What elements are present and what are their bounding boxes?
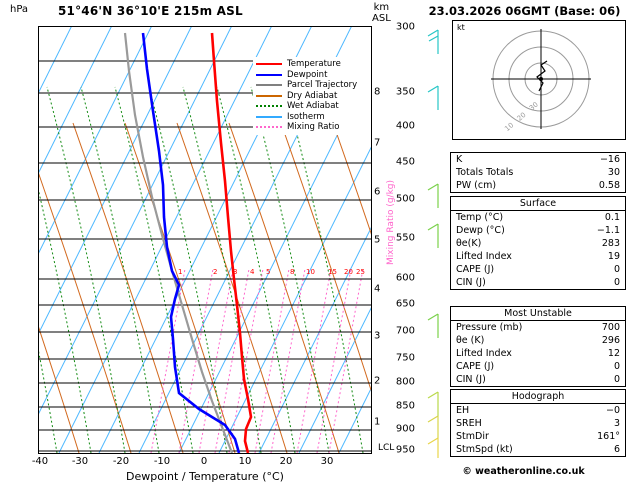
ytick-800: 800 (395, 376, 415, 388)
temperature-line (212, 33, 251, 453)
rtick-5km: 5 (374, 234, 381, 246)
table-row (451, 347, 625, 360)
row-value: 700 (601, 322, 620, 333)
row-label: θe (K) (456, 335, 485, 346)
legend-item-wet-adiabat (256, 101, 372, 112)
wet-adiabat-lines (39, 87, 363, 453)
legend-swatch-dry-adiabat (256, 95, 282, 97)
row-value: −1.1 (596, 225, 620, 236)
row-label: θe(K) (456, 238, 482, 249)
station-title: 51°46'N 36°10'E 215m ASL (58, 4, 243, 18)
legend-label-parcel: Parcel Trajectory (287, 80, 358, 90)
ytick-350: 350 (395, 86, 415, 98)
ytick-450: 450 (395, 156, 415, 168)
rtick-4km: 4 (374, 283, 381, 295)
hodograph-svg (453, 21, 623, 137)
table-row (451, 373, 625, 386)
table-row (451, 153, 625, 166)
legend-swatch-mixing-ratio (256, 126, 282, 128)
legend-label-wet-adiabat: Wet Adiabat (287, 101, 339, 111)
dry-adiabat-lines (39, 123, 371, 453)
row-value: 6 (613, 444, 620, 455)
row-label: Totals Totals (456, 167, 514, 178)
row-value: 0 (613, 277, 620, 288)
table-row (451, 250, 625, 263)
row-label: EH (456, 405, 470, 416)
dewpoint-line (143, 33, 239, 453)
ytick-600: 600 (395, 272, 415, 284)
legend-item-dewpoint (256, 70, 372, 81)
ytick-650: 650 (395, 298, 415, 310)
row-value: 0 (613, 361, 620, 372)
hodograph-box (452, 20, 626, 140)
most-unstable-header: Most Unstable (451, 307, 625, 321)
hodograph-unit-label: kt (457, 23, 465, 32)
svg-text:1: 1 (178, 268, 183, 276)
ytick-550: 550 (395, 232, 415, 244)
row-label: CAPE (J) (456, 361, 495, 372)
row-value: 161° (597, 431, 620, 442)
legend-label-temperature: Temperature (287, 59, 341, 69)
row-label: Pressure (mb) (456, 322, 523, 333)
table-row (451, 321, 625, 334)
lcl-label: LCL (378, 443, 395, 453)
credit-text: © weatheronline.co.uk (462, 466, 585, 477)
rtick-1km: 1 (374, 416, 381, 428)
svg-text:20: 20 (515, 110, 528, 123)
svg-text:25: 25 (356, 268, 365, 276)
svg-text:20: 20 (344, 268, 353, 276)
legend-swatch-parcel (256, 84, 282, 86)
legend-item-dry-adiabat (256, 91, 372, 102)
table-row (451, 443, 625, 456)
row-label: CAPE (J) (456, 264, 495, 275)
table-row (451, 417, 625, 430)
svg-text:2: 2 (213, 268, 218, 276)
legend-label-dry-adiabat: Dry Adiabat (287, 90, 338, 101)
row-value: 0.58 (598, 180, 620, 191)
rtick-7km: 7 (374, 137, 381, 149)
legend-swatch-dewpoint (256, 74, 282, 76)
row-label: Lifted Index (456, 348, 512, 359)
rtick-2km: 2 (374, 375, 381, 387)
row-label: CIN (J) (456, 277, 486, 288)
row-value: −16 (599, 154, 620, 165)
row-label: StmDir (456, 431, 489, 442)
info-panel (418, 0, 629, 486)
xtick--30: -30 (71, 456, 89, 467)
wind-barb-column (418, 24, 452, 464)
most-unstable-table (450, 306, 626, 387)
ytick-850: 850 (395, 400, 415, 412)
svg-text:30: 30 (527, 100, 540, 113)
xtick-0: 0 (200, 456, 208, 467)
surface-table (450, 196, 626, 290)
ytick-400: 400 (395, 120, 415, 132)
svg-text:4: 4 (250, 268, 255, 276)
rtick-6km: 6 (374, 186, 381, 198)
height-unit-line2: ASL (372, 13, 391, 24)
legend-label-isotherm: Isotherm (287, 111, 325, 122)
table-row (451, 263, 625, 276)
table-row (451, 276, 625, 289)
legend-item-parcel (256, 80, 372, 91)
row-value: −0 (605, 405, 620, 416)
row-label: Lifted Index (456, 251, 512, 262)
xtick--20: -20 (112, 456, 130, 467)
ytick-300: 300 (395, 21, 415, 33)
surface-header: Surface (451, 197, 625, 211)
date-title: 23.03.2026 06GMT (Base: 06) (428, 4, 621, 18)
table-row (451, 211, 625, 224)
xtick--40: -40 (31, 456, 49, 467)
row-value: 12 (607, 348, 620, 359)
xtick-10: 10 (238, 456, 252, 467)
ytick-750: 750 (395, 352, 415, 364)
legend-item-mixing-ratio (256, 122, 372, 133)
row-label: Temp (°C) (456, 212, 504, 223)
xtick-20: 20 (279, 456, 293, 467)
table-row (451, 237, 625, 250)
indices-table (450, 152, 626, 193)
row-label: PW (cm) (456, 180, 497, 191)
row-value: 0 (613, 374, 620, 385)
svg-text:10: 10 (306, 268, 315, 276)
chart-legend (253, 57, 372, 135)
row-label: K (456, 154, 463, 165)
row-value: 3 (613, 418, 620, 429)
ytick-900: 900 (395, 423, 415, 435)
height-unit-line1: km (373, 2, 390, 13)
row-value: 0.1 (604, 212, 620, 223)
svg-text:10: 10 (503, 121, 516, 134)
table-row (451, 404, 625, 417)
rtick-8km: 8 (374, 86, 381, 98)
xtick-30: 30 (320, 456, 334, 467)
row-value: 19 (607, 251, 620, 262)
xtick--10: -10 (153, 456, 171, 467)
table-row (451, 179, 625, 192)
svg-text:5: 5 (266, 268, 271, 276)
mixing-ratio-axis-label: Mixing Ratio (g/kg) (386, 179, 396, 265)
legend-swatch-isotherm (256, 116, 282, 118)
hodograph-table (450, 389, 626, 457)
rtick-3km: 3 (374, 330, 381, 342)
pressure-unit-label: hPa (10, 4, 29, 15)
table-row (451, 430, 625, 443)
legend-item-isotherm (256, 112, 372, 123)
skewt-plot-area (38, 26, 372, 454)
svg-text:3: 3 (233, 268, 238, 276)
table-row (451, 166, 625, 179)
svg-text:8: 8 (290, 268, 295, 276)
x-axis-label: Dewpoint / Temperature (°C) (126, 470, 284, 483)
ytick-700: 700 (395, 325, 415, 337)
row-value: 296 (601, 335, 620, 346)
table-row (451, 360, 625, 373)
row-value: 283 (601, 238, 620, 249)
hodograph-table-header: Hodograph (451, 390, 625, 404)
legend-swatch-temperature (256, 63, 282, 65)
row-label: Dewp (°C) (456, 225, 505, 236)
legend-label-mixing-ratio: Mixing Ratio (287, 122, 340, 132)
legend-label-dewpoint: Dewpoint (287, 69, 328, 80)
ytick-950: 950 (395, 444, 415, 456)
row-value: 30 (607, 167, 620, 178)
table-row (451, 334, 625, 347)
row-label: SREH (456, 418, 482, 429)
table-row (451, 224, 625, 237)
ytick-500: 500 (395, 193, 415, 205)
row-label: CIN (J) (456, 374, 486, 385)
legend-swatch-wet-adiabat (256, 105, 282, 107)
legend-item-temperature (256, 59, 372, 70)
row-value: 0 (613, 264, 620, 275)
svg-text:15: 15 (328, 268, 337, 276)
row-label: StmSpd (kt) (456, 444, 513, 455)
